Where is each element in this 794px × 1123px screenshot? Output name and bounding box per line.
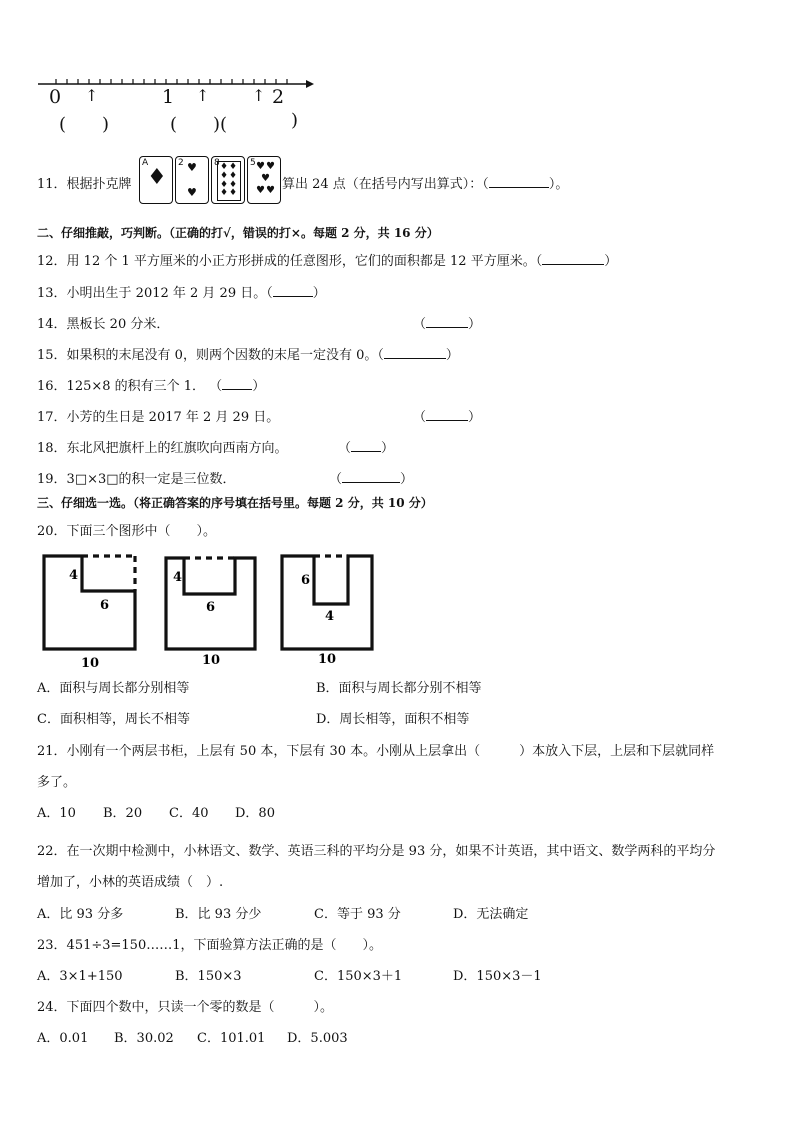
card-eight-diamond: 8 ♦ ♦ ♦ ♦ ♦ ♦ ♦ ♦ — [211, 156, 245, 204]
q23-option-b[interactable]: B．150×3 — [175, 969, 242, 984]
question-21-line1: 21．小刚有一个两层书柜，上层有 50 本，下层有 30 本。小刚从上层拿出（ ）本放入下层，上层和下层就同样 — [37, 744, 715, 759]
q11-suffix: 算出 24 点（在括号内写出算式）：（ ）。 — [282, 177, 569, 192]
answer-blank[interactable] — [542, 253, 604, 265]
number-line-tick-2: 2 — [272, 86, 285, 108]
q21-option-b[interactable]: B．20 — [103, 806, 143, 821]
fig1-label-b: 6 — [100, 598, 110, 613]
diamond-icon: ♦ — [147, 165, 167, 190]
section-3-heading: 三、仔细选一选。（将正确答案的序号填在括号里。每题 2 分，共 10 分） — [37, 496, 433, 510]
answer-blank[interactable] — [426, 316, 468, 328]
diamond-icon: ♦ — [220, 171, 229, 181]
q20-option-d[interactable]: D．周长相等，面积不相等 — [316, 712, 470, 727]
fig2-label-c: 10 — [202, 653, 221, 668]
q21-option-a[interactable]: A．10 — [37, 806, 76, 821]
q23-option-d[interactable]: D．150×3－1 — [453, 969, 542, 984]
question-24-stem: 24．下面四个数中，只读一个零的数是（ ）。 — [37, 1000, 334, 1015]
q20-option-c[interactable]: C．面积相等，周长不相等 — [37, 712, 190, 727]
q20-option-b[interactable]: B．面积与周长都分别不相等 — [316, 681, 482, 696]
question-18-answer: （ ） — [338, 441, 395, 456]
question-22-line2: 增加了，小林的英语成绩（ ）. — [37, 875, 224, 890]
q24-option-c[interactable]: C．101.01 — [197, 1031, 266, 1046]
card-five-heart: 5 ♥ ♥ ♥ ♥ ♥ — [247, 156, 281, 204]
question-21-line2: 多了。 — [37, 775, 77, 790]
q24-option-d[interactable]: D．5.003 — [287, 1031, 348, 1046]
diamond-icon: ♦ — [220, 162, 229, 172]
diamond-icon: ♦ — [229, 171, 238, 181]
arrow-up-icon: ↑ — [85, 86, 99, 105]
question-14-answer: （ ） — [413, 317, 482, 332]
q22-option-a[interactable]: A．比 93 分多 — [37, 907, 124, 922]
question-20-stem: 20．下面三个图形中（ ）。 — [37, 524, 217, 539]
heart-icon: ♥ — [261, 173, 270, 184]
answer-paren-3[interactable]: ) — [291, 110, 299, 131]
number-line-tick-0: 0 — [49, 86, 62, 108]
question-14: 14．黑板长 20 分米． — [37, 317, 170, 332]
q22-option-c[interactable]: C．等于 93 分 — [314, 907, 401, 922]
answer-blank[interactable] — [351, 440, 381, 452]
question-16: 16．125×8 的积有三个 1． （ ） — [37, 379, 266, 394]
diamond-icon: ♦ — [229, 188, 238, 198]
q23-option-a[interactable]: A．3×1+150 — [37, 969, 123, 984]
diamond-icon: ♦ — [220, 180, 229, 190]
figure-shape-2 — [162, 554, 262, 670]
q21-option-c[interactable]: C．40 — [169, 806, 209, 821]
question-19: 19．3□×3□的积一定是三位数． — [37, 472, 236, 487]
arrow-up-icon: ↑ — [252, 86, 266, 105]
answer-blank[interactable] — [342, 471, 400, 483]
arrow-up-icon: ↑ — [196, 86, 210, 105]
diamond-icon: ♦ — [229, 162, 238, 172]
fig3-label-a: 6 — [301, 573, 311, 588]
q11-prefix: 11．根据扑克牌 — [37, 177, 132, 192]
card-ace-diamond: A ♦ — [139, 156, 173, 204]
question-18: 18．东北风把旗杆上的红旗吹向西南方向。 — [37, 441, 288, 456]
answer-blank[interactable] — [384, 347, 446, 359]
q24-option-a[interactable]: A．0.01 — [37, 1031, 89, 1046]
q21-option-d[interactable]: D．80 — [235, 806, 275, 821]
diamond-icon: ♦ — [220, 188, 229, 198]
diamond-icon: ♦ — [229, 180, 238, 190]
question-17: 17．小芳的生日是 2017 年 2 月 29 日。 — [37, 410, 280, 425]
answer-blank[interactable] — [489, 176, 549, 188]
q24-option-b[interactable]: B．30.02 — [114, 1031, 174, 1046]
figure-shape-3 — [278, 554, 378, 670]
fig2-label-a: 4 — [173, 570, 183, 585]
heart-icon: ♥ — [266, 161, 275, 172]
q23-option-c[interactable]: C．150×3＋1 — [314, 969, 403, 984]
section-2-heading: 二、仔细推敲，巧判断。（正确的打√，错误的打×。每题 2 分，共 16 分） — [37, 226, 439, 240]
fig1-label-c: 10 — [81, 656, 100, 670]
number-line-tick-1: 1 — [162, 86, 175, 108]
question-12: 12．用 12 个 1 平方厘米的小正方形拼成的任意图形，它们的面积都是 12 平方厘米。（ ） — [37, 254, 618, 269]
fig3-label-c: 10 — [318, 652, 337, 667]
heart-icon: ♥ — [256, 161, 265, 172]
heart-icon: ♥ — [266, 185, 275, 196]
fig1-label-a: 4 — [69, 568, 79, 583]
q20-option-a[interactable]: A．面积与周长都分别相等 — [37, 681, 190, 696]
answer-blank[interactable] — [273, 285, 313, 297]
answer-paren-2[interactable]: ( )( — [170, 114, 228, 135]
question-19-answer: （ ） — [329, 472, 414, 487]
heart-icon: ♥ — [256, 185, 265, 196]
card-two-heart: 2 ♥ ♥ — [175, 156, 209, 204]
heart-icon: ♥ — [187, 186, 197, 199]
fig2-label-b: 6 — [206, 600, 216, 615]
question-15: 15．如果积的末尾没有 0，则两个因数的末尾一定没有 0。（ ） — [37, 348, 459, 363]
fig3-label-b: 4 — [325, 609, 335, 624]
heart-icon: ♥ — [187, 161, 197, 174]
answer-paren-1[interactable]: ( ) — [59, 114, 110, 135]
q22-option-d[interactable]: D．无法确定 — [453, 907, 529, 922]
figure-shape-1 — [40, 554, 140, 670]
question-22-line1: 22．在一次期中检测中，小林语文、数学、英语三科的平均分是 93 分，如果不计英语，其中语文、数学两科的平均分 — [37, 844, 716, 859]
q22-option-b[interactable]: B．比 93 分少 — [175, 907, 262, 922]
question-13: 13．小明出生于 2012 年 2 月 29 日。（ ） — [37, 286, 326, 301]
question-17-answer: （ ） — [413, 410, 482, 425]
answer-blank[interactable] — [426, 409, 468, 421]
question-23-stem: 23．451÷3=150……1，下面验算方法正确的是（ ）。 — [37, 938, 382, 953]
answer-blank[interactable] — [222, 378, 252, 390]
